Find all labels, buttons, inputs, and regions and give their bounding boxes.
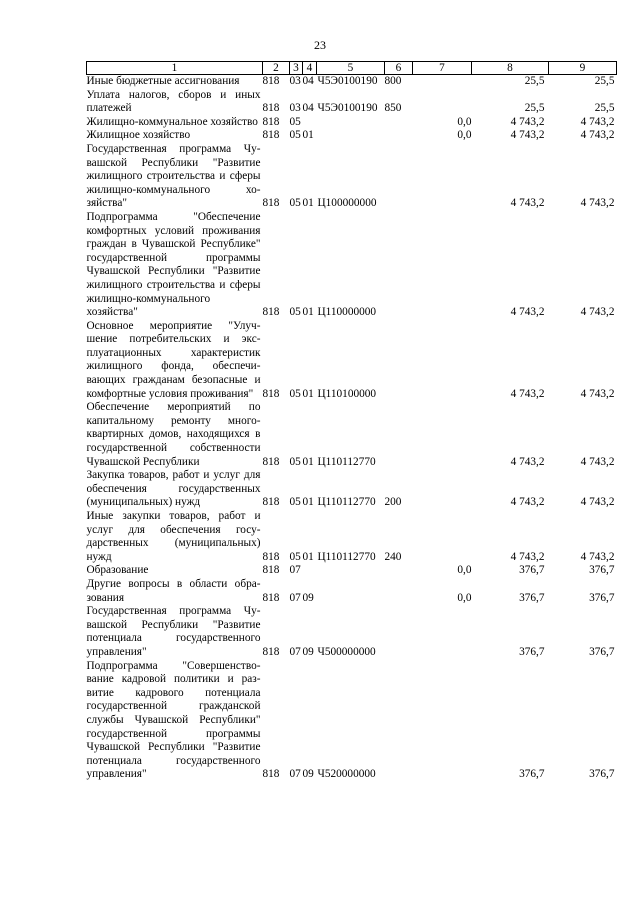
col9-amount-cell: 376,7 bbox=[589, 591, 615, 604]
col-header-6: 6 bbox=[385, 62, 413, 75]
chapter-code-cell: 818 bbox=[262, 591, 280, 604]
expense-type-cell bbox=[385, 143, 413, 211]
col8-amount-cell: 25,5 bbox=[524, 102, 545, 115]
target-item-cell bbox=[317, 129, 385, 143]
table-body bbox=[87, 75, 617, 782]
col9-amount-cell: 4 743,2 bbox=[580, 197, 615, 210]
col9-amount-cell: 376,7 bbox=[589, 645, 615, 658]
col-header-8: 8 bbox=[472, 62, 549, 75]
table-row bbox=[87, 469, 617, 510]
subsection-cell: 04 bbox=[302, 102, 314, 115]
row-name-cell: Подпрограмма "Совершенствование кадровой политики и развитие кадрового потенциала государственной гражданской службы Чувашской Республики" государственной программы Чувашской Республики "Развитие потенциала государственного управления" bbox=[86, 659, 261, 781]
col-header-3: 3 bbox=[290, 62, 303, 75]
chapter-code-cell: 818 bbox=[262, 129, 280, 142]
table-row bbox=[87, 143, 617, 211]
target-item-cell bbox=[317, 578, 385, 605]
chapter-code-cell: 818 bbox=[262, 550, 280, 563]
table-row bbox=[87, 605, 617, 659]
table-row bbox=[87, 660, 617, 782]
expense-type-cell: 850 bbox=[384, 102, 402, 115]
target-item-cell: Ч5Э0100190 bbox=[317, 102, 378, 115]
col9-amount-cell: 4 743,2 bbox=[580, 550, 615, 563]
row-name-cell: Уплата налогов, сборов и иных платежей bbox=[86, 88, 261, 115]
section-cell: 05 bbox=[289, 550, 301, 563]
expense-type-cell bbox=[385, 578, 413, 605]
target-item-cell: Ц100000000 bbox=[317, 197, 377, 210]
col7-amount-cell: 0,0 bbox=[457, 564, 472, 577]
expense-type-cell bbox=[385, 605, 413, 659]
col7-amount-cell bbox=[413, 211, 472, 320]
target-item-cell bbox=[317, 564, 385, 578]
section-cell: 07 bbox=[289, 645, 301, 658]
col7-amount-cell: 0,0 bbox=[457, 129, 472, 142]
section-cell: 03 bbox=[289, 102, 301, 115]
col7-amount-cell bbox=[413, 401, 472, 469]
col9-amount-cell: 25,5 bbox=[594, 102, 615, 115]
col8-amount-cell: 4 743,2 bbox=[510, 455, 545, 468]
col-header-7: 7 bbox=[413, 62, 472, 75]
col-header-1: 1 bbox=[87, 62, 263, 75]
expense-type-cell bbox=[385, 320, 413, 402]
table-row bbox=[87, 578, 617, 605]
section-cell: 05 bbox=[289, 115, 301, 128]
row-name-cell: Государственная программа Чувашской Республики "Развитие потенциала государственного управления" bbox=[86, 605, 261, 658]
col8-amount-cell: 376,7 bbox=[519, 645, 545, 658]
row-name-cell: Подпрограмма "Обеспечение комфортных условий проживания граждан в Чувашской Республике" государственной программы Чувашской Республики "Развитие жилищного строительства и сферы жилищно-коммунального хозяйства" bbox=[86, 210, 261, 319]
chapter-code-cell: 818 bbox=[262, 455, 280, 468]
chapter-code-cell: 818 bbox=[262, 115, 280, 128]
col-header-4: 4 bbox=[303, 62, 317, 75]
col7-amount-cell bbox=[413, 660, 472, 782]
target-item-cell: Ч5Э0100190 bbox=[317, 75, 378, 87]
expense-type-cell: 240 bbox=[384, 550, 402, 563]
subsection-cell: 01 bbox=[302, 387, 314, 400]
subsection-cell: 04 bbox=[302, 75, 314, 87]
chapter-code-cell: 818 bbox=[262, 306, 280, 319]
col8-amount-cell: 4 743,2 bbox=[510, 550, 545, 563]
col7-amount-cell bbox=[413, 75, 472, 89]
target-item-cell: Ч520000000 bbox=[317, 768, 376, 781]
section-cell: 05 bbox=[289, 306, 301, 319]
chapter-code-cell: 818 bbox=[262, 564, 280, 577]
section-cell: 07 bbox=[289, 768, 301, 781]
expense-type-cell: 800 bbox=[384, 75, 402, 87]
subsection-cell: 01 bbox=[302, 197, 314, 210]
section-cell: 05 bbox=[289, 496, 301, 509]
subsection-cell: 09 bbox=[302, 645, 314, 658]
col8-amount-cell: 376,7 bbox=[519, 768, 545, 781]
subsection-cell: 09 bbox=[302, 768, 314, 781]
expense-type-cell: 200 bbox=[384, 496, 402, 509]
table-row bbox=[87, 211, 617, 320]
col8-amount-cell: 4 743,2 bbox=[510, 387, 545, 400]
col9-amount-cell: 376,7 bbox=[589, 564, 615, 577]
expense-type-cell bbox=[385, 129, 413, 143]
target-item-cell: Ч500000000 bbox=[317, 645, 376, 658]
chapter-code-cell: 818 bbox=[262, 197, 280, 210]
page-number: 23 bbox=[314, 38, 326, 52]
row-name-cell: Иные бюджетные ассигнования bbox=[86, 75, 240, 87]
col7-amount-cell bbox=[413, 89, 472, 116]
section-cell: 05 bbox=[289, 387, 301, 400]
col7-amount-cell bbox=[413, 469, 472, 510]
subsection-cell bbox=[303, 116, 317, 130]
chapter-code-cell: 818 bbox=[262, 768, 280, 781]
table-row bbox=[87, 510, 617, 564]
subsection-cell: 01 bbox=[302, 550, 314, 563]
subsection-cell: 01 bbox=[302, 455, 314, 468]
chapter-code-cell: 818 bbox=[262, 496, 280, 509]
row-name-cell: Образование bbox=[86, 564, 149, 577]
target-item-cell bbox=[317, 116, 385, 130]
section-cell: 07 bbox=[289, 564, 301, 577]
col9-amount-cell: 4 743,2 bbox=[580, 115, 615, 128]
col-header-9: 9 bbox=[549, 62, 617, 75]
subsection-cell bbox=[303, 564, 317, 578]
expense-type-cell bbox=[385, 116, 413, 130]
subsection-cell: 09 bbox=[302, 591, 314, 604]
target-item-cell: Ц110100000 bbox=[317, 387, 377, 400]
section-cell: 05 bbox=[289, 129, 301, 142]
chapter-code-cell: 818 bbox=[262, 102, 280, 115]
table-row bbox=[87, 89, 617, 116]
section-cell: 07 bbox=[289, 591, 301, 604]
section-cell: 03 bbox=[289, 75, 301, 87]
col9-amount-cell: 376,7 bbox=[589, 768, 615, 781]
header-row bbox=[87, 62, 617, 75]
col9-amount-cell: 4 743,2 bbox=[580, 129, 615, 142]
table-row bbox=[87, 75, 617, 89]
col8-amount-cell: 4 743,2 bbox=[510, 496, 545, 509]
subsection-cell: 01 bbox=[302, 496, 314, 509]
col9-amount-cell: 4 743,2 bbox=[580, 306, 615, 319]
row-name-cell: Основное мероприятие "Улучшение потребительских и эксплуатационных характеристик жилищного фонда, обеспечивающих гражданам безопасные и комфортные условия проживания" bbox=[86, 319, 261, 400]
col7-amount-cell bbox=[413, 143, 472, 211]
col7-amount-cell: 0,0 bbox=[457, 591, 472, 604]
section-cell: 05 bbox=[289, 455, 301, 468]
table-row bbox=[87, 564, 617, 578]
col8-amount-cell: 376,7 bbox=[519, 591, 545, 604]
col9-amount-cell: 4 743,2 bbox=[580, 496, 615, 509]
row-name-cell: Жилищное хозяйство bbox=[86, 129, 191, 142]
section-cell: 05 bbox=[289, 197, 301, 210]
target-item-cell: Ц110112770 bbox=[317, 550, 376, 563]
col7-amount-cell: 0,0 bbox=[457, 115, 472, 128]
row-name-cell: Другие вопросы в области образования bbox=[86, 577, 261, 604]
expense-type-cell bbox=[385, 660, 413, 782]
col9-amount-cell: 25,5 bbox=[594, 75, 615, 87]
chapter-code-cell: 818 bbox=[262, 75, 280, 87]
col9-amount-cell: 4 743,2 bbox=[580, 387, 615, 400]
table-row bbox=[87, 116, 617, 130]
col-header-2: 2 bbox=[263, 62, 290, 75]
col8-amount-cell: 4 743,2 bbox=[510, 197, 545, 210]
subsection-cell: 01 bbox=[302, 129, 314, 142]
col9-amount-cell: 4 743,2 bbox=[580, 455, 615, 468]
target-item-cell: Ц110112770 bbox=[317, 455, 376, 468]
col8-amount-cell: 4 743,2 bbox=[510, 306, 545, 319]
col8-amount-cell: 376,7 bbox=[519, 564, 545, 577]
target-item-cell: Ц110000000 bbox=[317, 306, 377, 319]
col8-amount-cell: 4 743,2 bbox=[510, 129, 545, 142]
budget-table bbox=[86, 61, 617, 782]
chapter-code-cell: 818 bbox=[262, 387, 280, 400]
row-name-cell: Государственная программа Чувашской Республики "Развитие жилищного строительства и сферы жилищно-коммунального хозяйства" bbox=[86, 142, 261, 210]
expense-type-cell bbox=[385, 564, 413, 578]
row-name-cell: Закупка товаров, работ и услуг для обеспечения государственных (муниципальных) нужд bbox=[86, 469, 261, 509]
expense-type-cell bbox=[385, 211, 413, 320]
chapter-code-cell: 818 bbox=[262, 645, 280, 658]
table-row bbox=[87, 401, 617, 469]
table-row bbox=[87, 320, 617, 402]
col7-amount-cell bbox=[413, 605, 472, 659]
col-header-5: 5 bbox=[317, 62, 385, 75]
col8-amount-cell: 25,5 bbox=[524, 75, 545, 87]
col7-amount-cell bbox=[413, 320, 472, 402]
row-name-cell: Иные закупки товаров, работ и услуг для обеспечения государственных (муниципальных) нужд bbox=[86, 510, 261, 563]
col8-amount-cell: 4 743,2 bbox=[510, 115, 545, 128]
table-row bbox=[87, 129, 617, 143]
row-name-cell: Обеспечение мероприятий по капитальному ремонту многоквартирных домов, находящихся в государственной собственности Чувашской Республики bbox=[86, 401, 261, 468]
target-item-cell: Ц110112770 bbox=[317, 496, 376, 509]
subsection-cell: 01 bbox=[302, 306, 314, 319]
col7-amount-cell bbox=[413, 510, 472, 564]
row-name-cell: Жилищно-коммунальное хозяйство bbox=[86, 115, 258, 128]
expense-type-cell bbox=[385, 401, 413, 469]
